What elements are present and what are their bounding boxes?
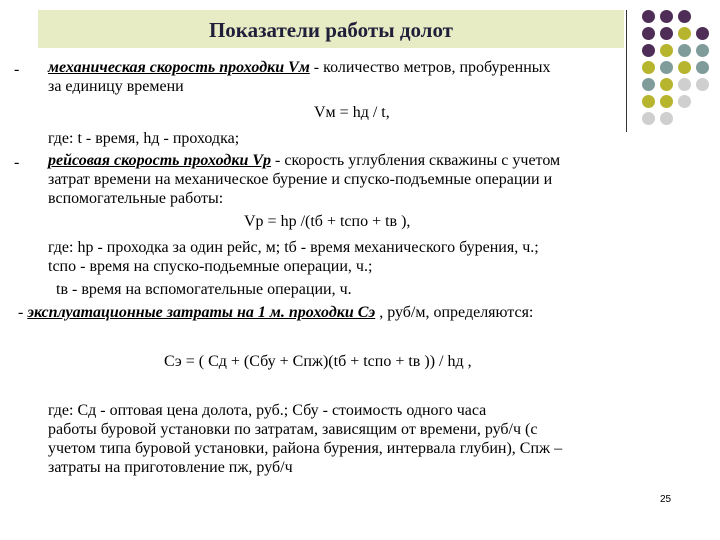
item2-dash: - [14,154,20,171]
dot [642,27,655,40]
where1: где: t - время, hд - проходка; [48,130,240,147]
title-bar [38,10,624,48]
dot [642,10,655,23]
dot [660,78,673,91]
dot [660,44,673,57]
item1-dash: - [14,61,20,78]
where3-line3: учетом типа буровой установки, района бурения, интервала глубин), Спж – [48,440,563,457]
item1-term: механическая скорость проходки Vм [48,59,310,76]
dot [678,27,691,40]
dot [660,61,673,74]
item1-line2: за единицу времени [48,78,184,95]
dot [660,27,673,40]
dot [696,44,709,57]
dot [642,44,655,57]
dot [660,112,673,125]
dot [696,78,709,91]
item3-rest: , руб/м, определяются: [375,304,534,321]
where2-line2: tспо - время на спуско-подьемные операции, ч.; [48,258,373,275]
slide-title: Показатели работы долот [208,18,454,42]
formula1: Vм = hд / t, [314,104,390,121]
item3-dash: - [18,304,28,321]
dot [660,95,673,108]
where3-line2: работы буровой установки по затратам, зависящим от времени, руб/ч (с [48,421,538,438]
where3-line1: где: Сд - оптовая цена долота, руб.; Сбу - стоимость одного часа [48,402,487,419]
dot [642,95,655,108]
where2-line1: где: hр - проходка за один рейс, м; tб - время механического бурения, ч.; [48,239,539,256]
formula2: Vр = hр /(tб + tспо + tв ), [244,213,411,230]
item2-line2: затрат времени на механическое бурение и спуско-подъемные операции и [48,171,553,188]
item1-line1 [48,58,551,77]
dot [642,78,655,91]
item2-line1 [48,151,560,170]
dot [678,10,691,23]
item1-rest: - количество метров, пробуренных [309,59,551,76]
dot [642,61,655,74]
dot [678,61,691,74]
vertical-divider [626,10,627,132]
where2-line3: tв - время на вспомогательные операции, ч. [56,281,352,298]
dot [696,61,709,74]
item2-rest: - скорость углубления скважины с учетом [271,152,561,169]
dot [678,44,691,57]
item2-line3: вспомогательные работы: [48,190,224,207]
dot [642,112,655,125]
dot [660,10,673,23]
page-number: 25 [660,494,672,505]
item3-term: эксплуатационные затраты на 1 м. проходки Сэ [27,304,376,321]
where3-line4: затраты на приготовление пж, руб/ч [48,459,293,476]
formula3: Сэ = ( Сд + (Сбу + Спж)(tб + tспо + tв )) / hд , [164,353,472,370]
dot [696,27,709,40]
item3-line1 [18,303,533,322]
dot [678,95,691,108]
dot [678,78,691,91]
item2-term: рейсовая скорость проходки Vр [48,152,272,169]
